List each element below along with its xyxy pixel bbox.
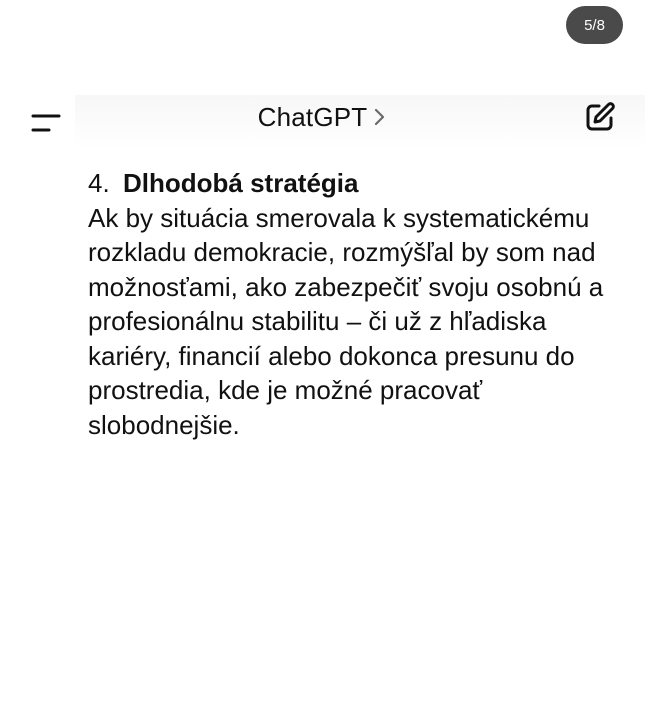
list-number: 4. [88, 168, 110, 198]
chevron-right-icon [373, 107, 387, 127]
body-line: rozkladu demokracie, rozmýšľal by som nad [88, 237, 596, 267]
edit-icon [584, 101, 616, 133]
chat-header [0, 95, 645, 149]
new-chat-button[interactable] [581, 98, 619, 136]
body-line: profesionálnu stabilitu – či už z hľadiska [88, 306, 547, 336]
section-body [88, 201, 628, 443]
body-line: slobodnejšie. [88, 409, 240, 440]
chat-title: ChatGPT [257, 101, 368, 132]
model-selector[interactable] [0, 95, 645, 139]
page-indicator-badge [566, 6, 623, 44]
body-line: kariéry, financií alebo dokonca presunu do [88, 340, 575, 371]
body-line: Ak by situácia smerovala k systematickému [88, 202, 590, 233]
body-line: prostredia, kde je možné pracovať [88, 375, 483, 405]
section-heading [88, 166, 628, 201]
body-line: možnosťami, ako zabezpečiť svoju osobnú a [88, 271, 604, 302]
page-indicator-text: 5/8 [584, 16, 605, 34]
assistant-message [88, 166, 628, 442]
section-title: Dlhodobá stratégia [123, 168, 359, 198]
